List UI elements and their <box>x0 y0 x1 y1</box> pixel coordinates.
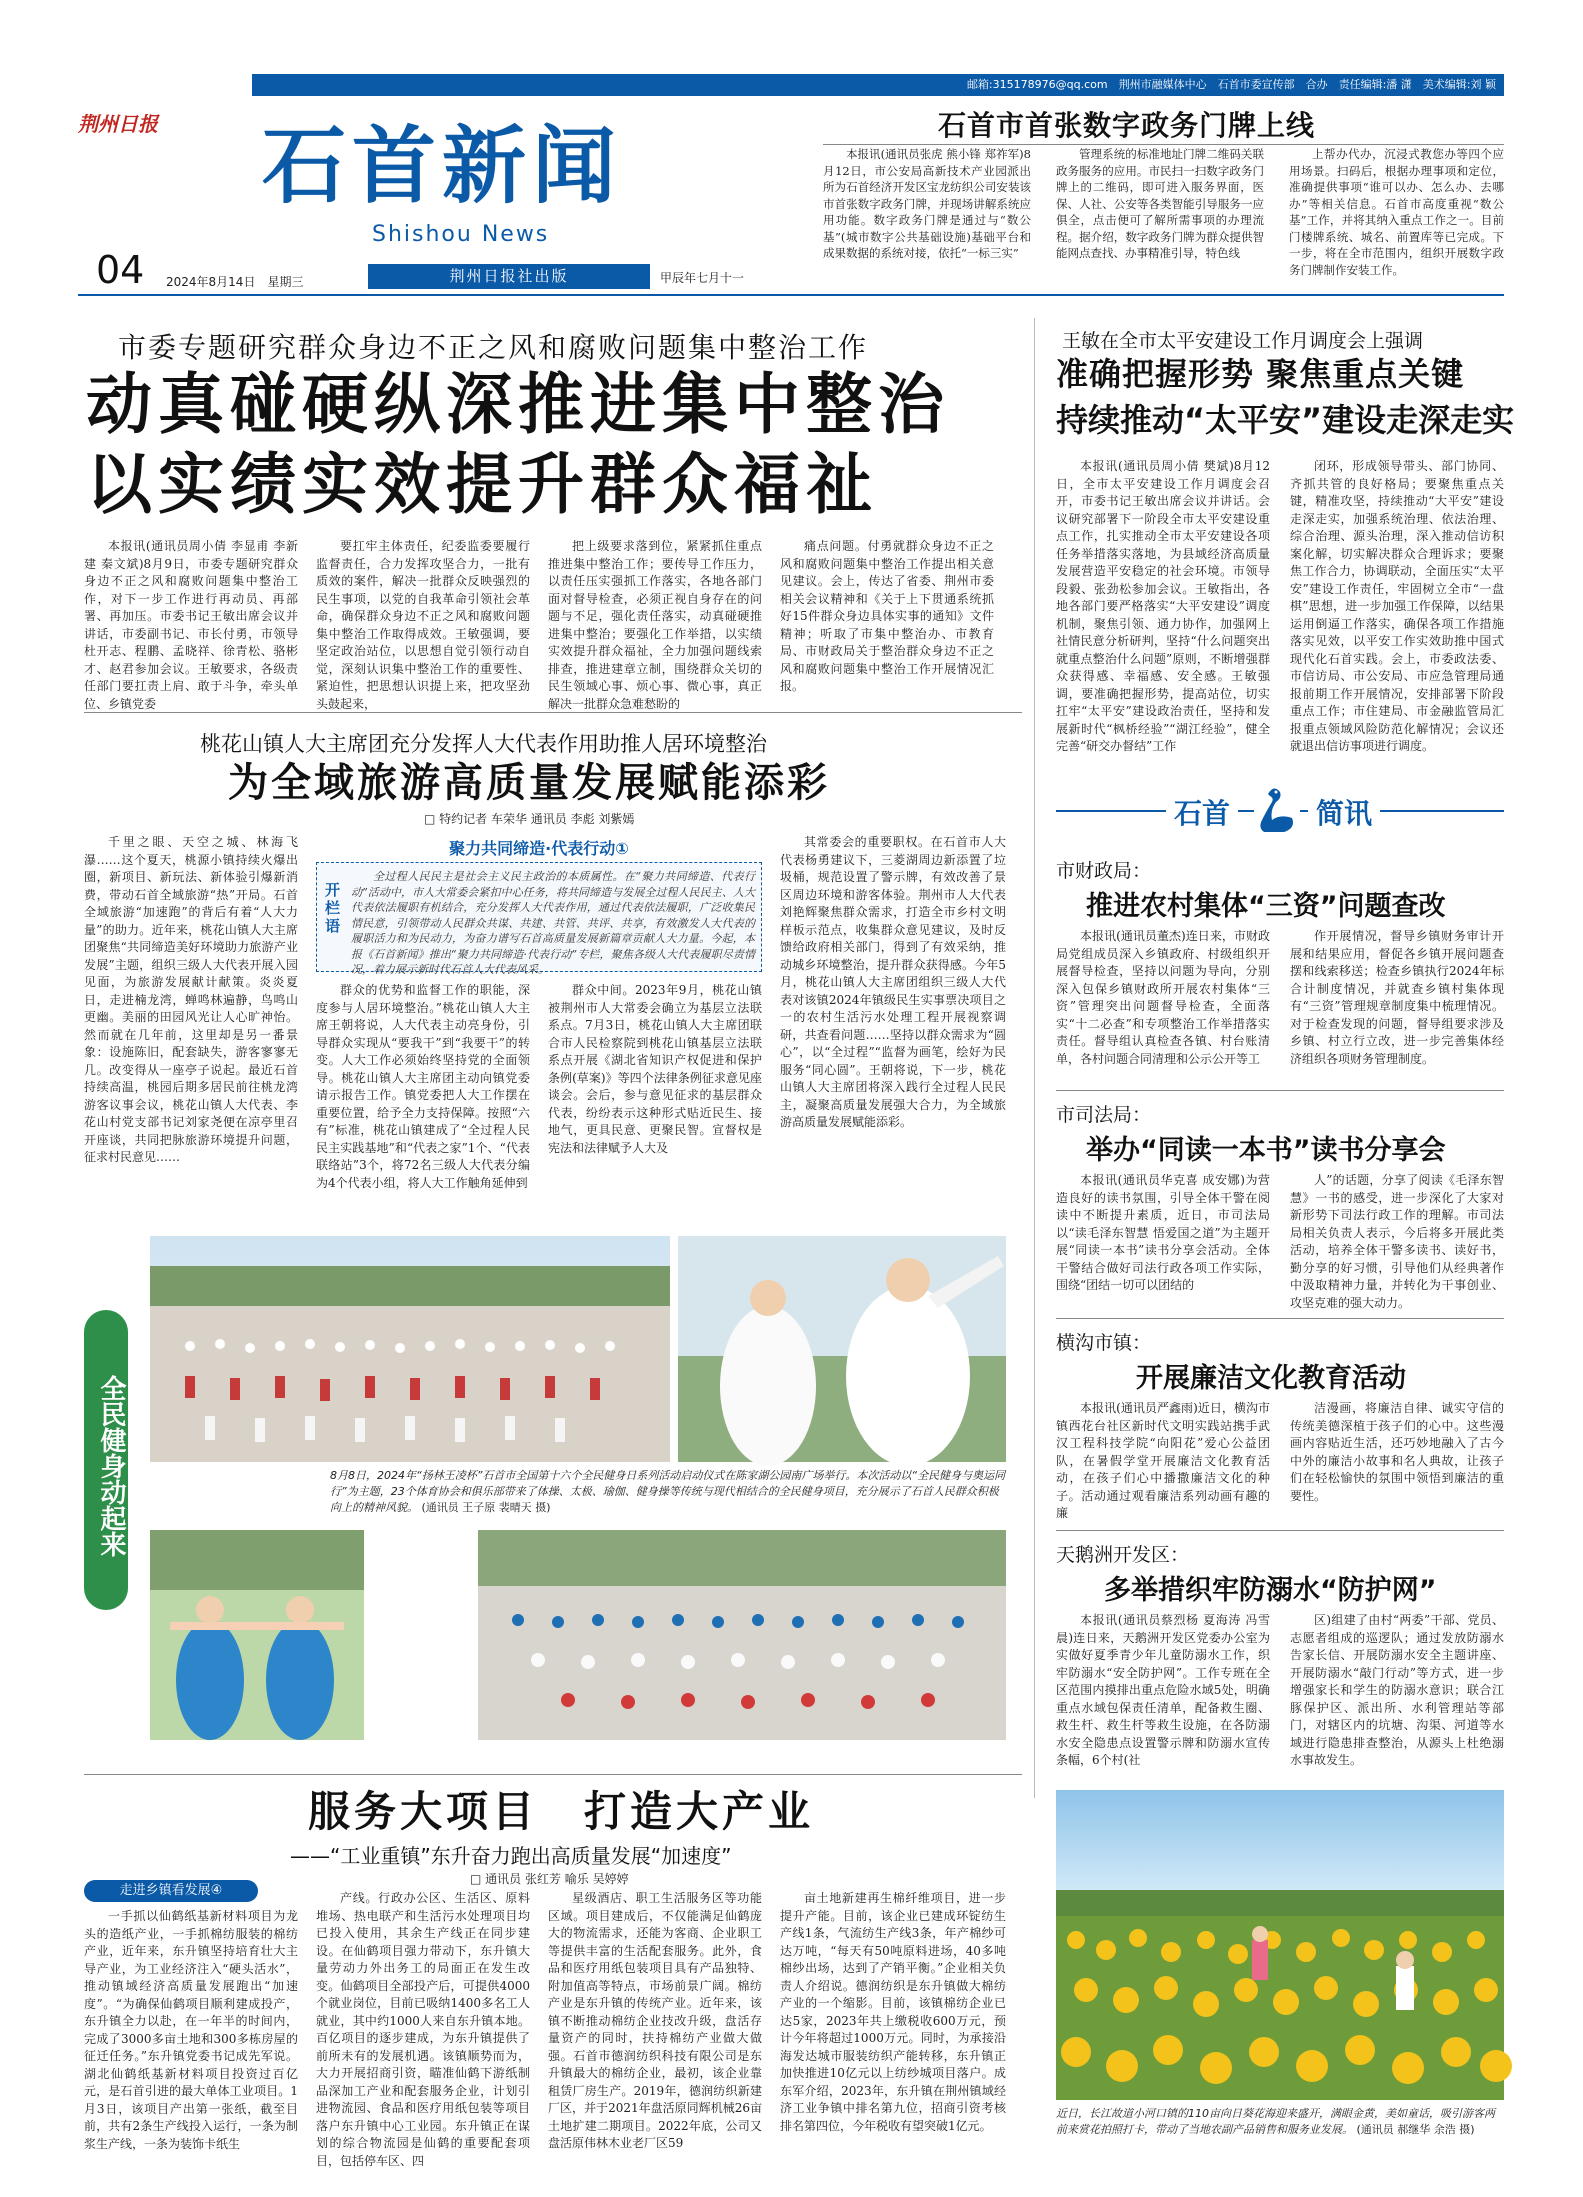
brief-4-col-1: 本报讯(通讯员蔡烈杨 夏海涛 冯雪晨)连日来，天鹅洲开发区党委办公室为实做好夏季青少年儿童防溺水工作，织牢防溺水“安全防护网”。工作专班在全区范围内摸排出重点危险水域5处，明确重点水域包保责任清单，配备救生圈、救生杆、救生杆等救生设施，在各防溺水安全隐患点设置警示牌和防溺水宣传条幅，6个村(社 <box>1056 1613 1270 1767</box>
brief-1-col-2: 作开展情况，督导乡镇财务审计开展和结果应用，督促各乡镇开展问题查摆和线索移送；检查乡镇执行2024年标合计制度情况，并就查乡镇村集体现有“三资”管理规章制度集中梳理情况。对于检查发现的问题，督导组要求涉及乡镇、村立行立改，进一步完善集体经济组织各项财务管理制度。 <box>1290 929 1504 1066</box>
a5-column-tag: 走进乡镇看发展④ <box>84 1880 258 1902</box>
a1-col-1: 本报讯(通讯员张虎 熊小锋 郑祚军)8月12日，市公安局高新技术产业园派出所为石首经济开发区宝龙纺织公司安装该市首张数字政务门牌，并现场讲解系统应用功能。数字政务门牌是通过与“数公基”(城市数字公共基础设施)基础平台和成果数据的系统对接，依托“一标三实” <box>823 147 1031 260</box>
a5-subhead: ——“工业重镇”东升奋力跑出高质量发展“加速度” <box>290 1844 732 1868</box>
paper-logo: 荆州日报 <box>78 112 158 136</box>
a5-col-2: 产线。行政办公区、生活区、原料堆场、热电联产和生活污水处理项目均已投入使用，其余生产线正在同步建设。在仙鹤项目强力带动下，东升镇大量劳动力外出务工的局面正在发生改变。仙鹤项目全部投产后，可提供4000个就业岗位，目前已吸纳1400多名工人就业，其中约1000人来自东升镇本地。百亿项目的逐步建成，为东升镇提供了前所未有的发展机遇。该镇顺势而为，大力开展招商引资，瞄准仙鹤下游纸制品深加工产业和配套服务企业，计划引进物流园、食品和医疗用纸包装等项目落户东升镇中心工业园。东升镇正在谋划的综合物流园是仙鹤的重要配套项目，包括停车区、四 <box>316 1891 530 2168</box>
brief-2-headline: 举办“同读一本书”读书分享会 <box>1086 1135 1446 1166</box>
a4-headline: 为全域旅游高质量发展赋能添彩 <box>228 760 830 806</box>
masthead-title: 石首新闻 <box>262 116 623 215</box>
brief-4-label: 天鹅洲开发区： <box>1056 1544 1190 1566</box>
brief-3-col-2: 洁漫画，将廉洁自律、诚实守信的传统美德深植于孩子们的心中。这些漫画内容贴近生活，还巧妙地融入了古今中外的廉洁小故事和名人典故，让孩子们在轻松愉快的氛围中领悟到廉洁的重要性。 <box>1290 1401 1504 1503</box>
a2-col-2: 要扛牢主体责任，纪委监委要履行监督责任，合力发挥攻坚合力，一批有质效的案件，解决一批群众反映强烈的民生事项，以党的自我革命引领社会革命，确保群众身边不正之风和腐败问题集中整治工作取得成效。王敏强调，要坚定政治站位，以思想自觉引领行动自觉，深刻认识集中整治工作的重要性、紧迫性，把思想认识提上来，把攻坚劲头鼓起来， <box>316 539 530 711</box>
a4-col-2: 群众的优势和监督工作的职能，深度参与人居环境整治。”桃花山镇人大主席王朝将说，人大代表主动亮身份，引导群众实现从“要我干”到“我要干”的转变。人大工作必须始终坚持党的全面领导。桃花山镇人大主席团主动向镇党委请示报告工作。镇党委把人大工作摆在重要位置，给予全力支持保障。按照“六有”标准，桃花山镇建成了“全过程人民民主实践基地”和“代表之家”1个、“代表联络站”3个，将72名三级人大代表分编为4个代表小组，将人大工作触角延伸到 <box>316 983 530 1190</box>
brief-4-col-2: 区)组建了由村“两委”干部、党员、志愿者组成的巡逻队；通过发放防溺水告家长信、开展防溺水安全主题讲座、开展防溺水“敲门行动”等方式，进一步增强家长和学生的防溺水意识；联合江豚保护区、派出所、水利管理站等部门，对辖区内的坑塘、沟渠、河道等水域进行隐患排查整治，从源头上杜绝溺水事故发生。 <box>1290 1613 1504 1767</box>
brief-1-headline: 推进农村集体“三资”问题查改 <box>1086 891 1446 922</box>
fitness-photo-plaza <box>478 1530 1006 1740</box>
a2-rule <box>84 712 1022 713</box>
brief-3-label: 横沟市镇： <box>1056 1332 1152 1354</box>
a4-col-4: 其常委会的重要职权。在石首市人大代表杨勇建议下，三菱湖周边新添置了垃圾桶，规范设置了警示牌，有效改善了景区周边环境和游客体验。荆州市人大代表刘艳辉聚焦群众需求，打造全市乡村文明样板示范点，收集群众意见建议，及时反馈给政府相关部门，得到了有效采纳，推动城乡环境整治，提升群众获得感。今年5月，桃花山镇人大主席团组织三级人大代表对该镇2024年镇级民生实事票决项目之一的农村生活污水处理工程开展视察调研，共查看问题……坚持以群众需求为“圆心”，以“全过程”“监督为画笔，绘好为民服务“同心圆”。王朝将说，下一步，桃花山镇人大主席团将深入践行全过程人民民主，凝聚高质量发展强大合力，为全域旅游高质量发展赋能添彩。 <box>780 835 1006 1129</box>
top-info-bar <box>252 74 1504 96</box>
a5-col-4: 亩土地新建再生棉纤维项目，进一步提升产能。目前，该企业已建成环锭纺生产线1条，气流纺生产线3条，年产棉纱可达万吨，“每天有50吨原料进场，40多吨棉纱出场，达到了产销平衡。”企业相关负责人介绍说。德润纺织是东升镇做大棉纺产业的一个缩影。目前，该镇棉纺企业已达5家，2023年共上缴税收600万元，预计今年将超过1000万元。同时，为承接沿海发达城市服装纺织产能转移，东升镇正加快推进10亿元以上纺纱城项目落户。成东军介绍，2023年，东升镇在荆州镇域经济工业争镇中排名第九位，招商引资考核排名第四位，今年税收有望突破1亿元。 <box>780 1891 1006 2133</box>
a1-headline: 石首市首张数字政务门牌上线 <box>938 109 1316 142</box>
publisher-badge: 荆州日报社出版 <box>368 264 650 289</box>
fitness-vertical-label: 全民健身动起来 <box>84 1310 128 1610</box>
a5-col-1: 一手抓以仙鹤纸基新材料项目为龙头的造纸产业，一手抓棉纺服装的棉纺产业，近年来，东升镇坚持培育壮大主导产业，为工业经济注入“硬头活水”，推动镇域经济高质量发展跑出“加速度”。“为确保仙鹤项目顺利建成投产，东升镇全力以赴，在一年半的时间内，完成了3000多亩土地和300多栋房屋的征迁任务。”东升镇党委书记成先军说。湖北仙鹤纸基新材料项目投资过百亿元，是石首引进的最大单体工业项目。1月3日，该项目产出第一张纸，截至目前，共有2条生产线投入运行，一条为制浆生产线，一条为装饰卡纸生 <box>84 1909 298 2151</box>
masthead-rule <box>78 294 1504 296</box>
a2-kicker: 市委专题研究群众身边不正之风和腐败问题集中整治工作 <box>118 331 869 364</box>
brief-banner-right: 简讯 <box>1308 792 1380 832</box>
fitness-photo-credit: (通讯员 王子原 裴晴天 摄) <box>421 1501 551 1514</box>
a5-top-rule <box>84 1774 1022 1775</box>
brief-2-col-1: 本报讯(通讯员华克喜 成安娜)为营造良好的读书氛围，引导全体干警在阅读中不断提升素质，近日，市司法局以“读毛泽东智慧 悟爱国之道”为主题开展“同读一本书”读书分享会活动。全体干警结合做好司法行政各项工作实际，围绕“团结一切可以团结的 <box>1056 1173 1270 1292</box>
a4-editor-box <box>316 862 762 976</box>
a2-col-1: 本报讯(通讯员周小倩 李显甫 李新建 秦文斌)8月9日，市委专题研究群众身边不正之风和腐败问题集中整治工作，对下一步工作进行再动员、再部署、再加压。市委书记王敏出席会议并讲话，市委副书记、市长付勇，市领导杜开志、程鹏、孟晓祥、徐青松、骆彬才、赵君参加会议。王敏要求，各级责任部门要扛责上肩、敢于斗争，牵头单位、乡镇党委 <box>84 539 298 711</box>
a5-headline: 服务大项目 打造大产业 <box>308 1787 815 1836</box>
brief-3-rule <box>1056 1530 1504 1531</box>
masthead-subtitle: Shishou News <box>372 222 550 247</box>
a4-kicker: 桃花山镇人大主席团充分发挥人大代表作用助推人居环境整治 <box>200 732 767 756</box>
a4-editor-label: 开栏语 <box>325 881 341 935</box>
swan-icon <box>1254 784 1300 836</box>
sunflower-credit: (通讯员 郝继华 余浩 摄) <box>1356 2123 1475 2136</box>
sunflower-photo <box>1056 1790 1504 2100</box>
a4-col-1: 千里之眼、天空之城、林海飞瀑……这个夏天，桃源小镇持续火爆出圈，新项目、新玩法、新体验引爆新消费，带动石首全域旅游“热”开局。石首全域旅游“加速跑”的背后有着“人大力量”的助力。近年来，桃花山镇人大主席团聚焦“共同缔造美好环境助力旅游产业发展”主题，组织三级人大代表开展入园见面，为旅游发展献计献策。炎炎夏日，走进楠龙湾，蝉鸣林遍静，鸟鸣山更幽。美丽的田园风光让人心旷神怡。然而就在几年前，这里却是另一番景象：设施陈旧，配套缺失，游客寥寥无几。改变得从一座亭子说起。最近石首持续高温，桃园后期多居民前往桃龙湾游客议事会议，桃花山镇人大代表、李花山村党支部书记刘家尧便在凉亭里召开座谈，共同把脉旅游环境提升问题，征求村民意见…… <box>84 835 298 1164</box>
brief-4-headline: 多举措织牢防溺水“防护网” <box>1104 1575 1437 1606</box>
a2-headline-1: 动真碰硬纵深推进集中整治 <box>86 366 950 443</box>
fitness-photo-dancers <box>678 1236 1006 1462</box>
a4-editor-text: 全过程人民民主是社会主义民主政治的本质属性。在“聚力共同缔造、代表行动”活动中，市人大常委会紧扣中心任务，将共同缔造与发展全过程人民民主、人大代表依法履职有机结合，充分发挥人大代表作用，通过代表依法履职，广泛收集民情民意，引领带动人民群众共谋、共建、共管、共评、共享，有效激发人大代表的履职活力和为民动力，为奋力谱写石首高质量发展新篇章贡献人大力量。今起，本报《石首新闻》推出“聚力共同缔造·代表行动”专栏，聚焦各级人大代表履职尽责情况，着力展示新时代石首人大代表风采。 <box>351 870 755 976</box>
brief-banner-left: 石首 <box>1166 792 1238 832</box>
a2-headline-2: 以实绩实效提升群众福祉 <box>86 446 878 523</box>
a3-col-1: 本报讯(通讯员周小倩 樊斌)8月12日，全市太平安建设工作月调度会召开，市委书记王敏出席会议并讲话。会议研究部署下一阶段全市太平安建设重点工作，扎实推动全市太平安建设各项任务举措落实落地，为县域经济高质量发展营造平安稳定的社会环境。市领导段毅、张劲松参加会议。王敏指出，各地各部门要严格落实“大平安建设”调度机制，聚焦引领、通力协作，加强网上社情民意分析研判，坚持“什么问题突出就重点整治什么问题”原则，不断增强群众获得感、幸福感、安全感。王敏强调，要准确把握形势，提高站位，切实扛牢“太平安”建设政治责任，坚持和发展新时代“枫桥经验”“湖江经验”，健全完善“研交办督结”工作 <box>1056 459 1270 753</box>
right-column-divider <box>1034 318 1035 1798</box>
issue-date: 2024年8月14日 星期三 <box>166 275 304 289</box>
brief-2-rule <box>1056 1318 1504 1319</box>
top-info-text: 邮箱:315178976@qq.com 荆州市融媒体中心 石首市委宣传部 合办 责任编辑:潘 潇 美术编辑:刘 颖 <box>966 78 1496 91</box>
brief-1-col-1: 本报讯(通讯员董杰)连日来，市财政局党组成员深入乡镇政府、村级组织开展督导检查，坚持以问题为导向，分别深入包保乡镇财政所开展农村集体“三资”管理突出问题督导检查，全面落实“十二必查”和专项整治工作举措落实责任。督导组认真检查各镇、村台账清单，各村问题合同清理和公示公开等工 <box>1056 929 1270 1066</box>
brief-3-col-1: 本报讯(通讯员严鑫雨)近日，横沟市镇西花台社区新时代文明实践站携手武汉工程科技学院“向阳花”爱心公益团队，在暑假学堂开展廉洁文化教育活动，在孩子们心中播撒廉洁文化的种子。活动通过观看廉洁系列动画有趣的廉 <box>1056 1401 1270 1520</box>
fitness-photo-caption: 8月8日，2024年“扬林王凌杯”石首市全国第十六个全民健身日系列活动启动仪式在陈家湖公园南广场举行。本次活动以“全民健身与奥运同行”为主题，23个体育协会和俱乐部带来了体操、太极、瑜伽、健身操等传统与现代相结合的全民健身项目，充分展示了石首人民群众积极向上的精神风貌。 (通讯员 王子原 裴晴天 摄) <box>330 1469 1006 1514</box>
a4-col-3: 群众中间。2023年9月，桃花山镇被荆州市人大常委会确立为基层立法联系点。7月3日，桃花山镇人大主席团联合市人民检察院到桃花山镇基层立法联系点开展《湖北省知识产权促进和保护条例(草案)》等四个法律条例征求意见座谈会。会后，参与意见征求的基层群众代表，纷纷表示这种形式贴近民生、接地气，更具民意、更聚民智。宣督权是宪法和法律赋予人大及 <box>548 983 762 1155</box>
page-number: 04 <box>96 248 145 292</box>
a5-byline: □ 通讯员 张红芳 喻乐 吴婷婷 <box>470 1872 629 1886</box>
brief-2-col-2: 人”的话题，分享了阅读《毛泽东智慧》一书的感受，进一步深化了大家对新形势下司法行政工作的理解。市司法局相关负责人表示，今后将多开展此类活动，培养全体干警多读书、读好书，勤分享的好习惯，引导他们从经典著作中汲取精神力量，并转化为干事创业、攻坚克难的强大动力。 <box>1290 1173 1504 1310</box>
a4-byline: □ 特约记者 车荣华 通讯员 李彪 刘紫嫣 <box>424 812 635 826</box>
a2-col-3: 把上级要求落到位，紧紧抓住重点推进集中整治工作；要传导工作压力，以责任压实强抓工作落实，各地各部门面对督导检查，必须正视自身存在的问题与不足，强化责任落实，动真碰硬推进集中整治；要强化工作举措，以实绩实效提升群众福祉，全力加强问题线索排查，推进建章立制，围绕群众关切的民生领域心事、烦心事、微心事，真正解决一批群众急难愁盼的 <box>548 539 762 711</box>
a3-kicker: 王敏在全市太平安建设工作月调度会上强调 <box>1062 330 1424 352</box>
a4-series-label: 聚力共同缔造·代表行动① <box>449 839 629 858</box>
a1-col-3: 上帮办代办，沉浸式教您办等四个应用场景。扫码后，根据办理事项和定位，准确提供事项“谁可以办、怎么办、去哪办”等相关信息。石首市高度重视“数公基”工作，并将其纳入重点工作之一。目前门楼牌系统、城名、前置库等已完成。下一步，将在全市范围内，组织开展数字政务门牌制作安装工作。 <box>1289 147 1504 277</box>
a5-col-3: 星级酒店、职工生活服务区等功能区域。项目建成后，不仅能满足仙鹤庞大的物流需求，还能为客商、企业职工等提供丰富的生活配套服务。此外，食品和医疗用纸包装项目具有产品独特、附加值高等特点，市场前景广阔。棉纺产业是东升镇的传统产业。近年来，该镇不断推动棉纺企业技改升级，盘活存量资产的同时，扶持棉纺产业做大做强。石首市德润纺织科技有限公司是东升镇最大的棉纺企业，最初，该企业靠租赁厂房生产。2019年，德润纺织新建厂区，并于2021年盘活原同辉机械26亩土地扩建二期项目。2022年底，公司又盘活原伟林木业老厂区59 <box>548 1891 762 2150</box>
sunflower-caption: 近日，长江故道小河口镇的110亩向日葵花海迎来盛开，满眼金黄，美如童话，吸引游客两前来赏花拍照打卡，带动了当地农副产品销售和服务业发展。 (通讯员 郝继华 余浩 摄) <box>1056 2107 1495 2136</box>
a3-col-2: 闭环，形成领导带头、部门协同、齐抓共管的良好格局；要聚焦重点关键，精准攻坚，持续推动“大平安”建设走深走实，加强系统治理、依法治理、综合治理、源头治理，深入推动信访积案化解，切实解决群众合理诉求；要聚焦工作合力，协调联动，全面压实“太平安”建设工作责任，牢固树立全市“一盘棋”思想，进一步加强工作保障，以结果运用倒逼工作落实，确保各项工作措施落实见效，以平安工作实效助推中国式现代化石首实践。会上，市委政法委、市信访局、市公安局、市应急管理局通报前期工作开展情况，安排部署下阶段重点工作；市住建局、市金融监管局汇报重点领域风险防范化解情况；会议还就退出信访事项进行调度。 <box>1290 459 1504 753</box>
brief-2-label: 市司法局： <box>1056 1104 1152 1126</box>
brief-3-headline: 开展廉洁文化教育活动 <box>1136 1363 1406 1394</box>
brief-banner <box>1056 782 1504 842</box>
a3-headline-2: 持续推动“太平安”建设走深走实 <box>1056 401 1515 439</box>
a3-headline-1: 准确把握形势 聚焦重点关键 <box>1056 355 1465 393</box>
a1-rule <box>823 144 1504 145</box>
a2-col-4: 痛点问题。付勇就群众身边不正之风和腐败问题集中整治工作提出相关意见建议。会上，传达了省委、荆州市委相关会议精神和《关于上下贯通系统抓好15件群众身边具体实事的通知》文件精神；听取了市集中整治办、市教育局、市财政局关于整治群众身边不正之风和腐败问题集中整治工作开展情况汇报。 <box>780 539 994 693</box>
brief-1-rule <box>1056 1090 1504 1091</box>
fitness-photo-crowd <box>150 1236 670 1462</box>
a1-col-2: 管理系统的标准地址门牌二维码关联政务服务的应用。市民扫一扫数字政务门牌上的二维码，即可进入服务界面，医保、人社、公安等各类智能引导服务一应俱全，点击便可了解所需事项的办理流程。据介绍，数字政务门牌为群众提供智能网点查找、办事精准引导，特色线 <box>1056 147 1264 260</box>
lunar-date: 甲辰年七月十一 <box>660 271 745 285</box>
brief-1-label: 市财政局： <box>1056 860 1152 882</box>
fitness-photo-closeup <box>150 1530 364 1740</box>
